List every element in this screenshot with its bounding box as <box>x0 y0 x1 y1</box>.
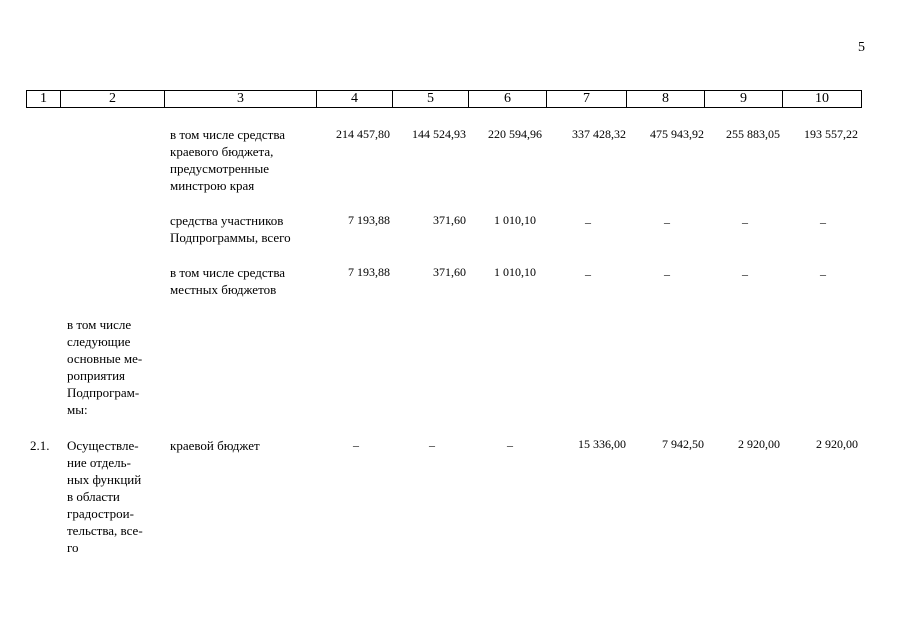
row-2-value-col8: – <box>664 215 670 229</box>
text-line: мы: <box>67 402 88 417</box>
row-2-value-col6: 1 010,10 <box>494 213 536 227</box>
text-line: тельства, все- <box>67 523 143 538</box>
text-line: в том числе средства <box>170 127 286 142</box>
text-line: краевого бюджета, <box>170 144 274 159</box>
row-5-item-number: 2.1. <box>30 438 50 453</box>
header-col-10: 10 <box>815 91 829 106</box>
row-2-value-col5: 371,60 <box>433 213 466 227</box>
row-3-value-col4: 7 193,88 <box>348 265 390 279</box>
row-1-value-col8: 475 943,92 <box>650 127 704 141</box>
row-5-activity-name <box>67 437 159 556</box>
header-col-2: 2 <box>61 91 165 107</box>
text-line: следующие <box>67 334 131 349</box>
text-line: роприятия <box>67 368 126 383</box>
row-5-value-col9: 2 920,00 <box>738 437 780 451</box>
text-line: минстрою края <box>170 178 255 193</box>
row-5-value-col5: – <box>429 438 435 452</box>
text-line: предусмотренные <box>170 161 270 176</box>
row-2-value-col7: – <box>585 215 591 229</box>
text-line: градострои- <box>67 506 134 521</box>
text-line: основные ме- <box>67 351 143 366</box>
row-1-value-col5: 144 524,93 <box>412 127 466 141</box>
text-line: местных бюджетов <box>170 282 277 297</box>
header-col-4: 4 <box>317 91 393 107</box>
text-line: в том числе <box>67 317 132 332</box>
row-3-value-col9: – <box>742 267 748 281</box>
row-5-value-col8: 7 942,50 <box>662 437 704 451</box>
row-3-funding-source <box>170 264 313 298</box>
row-5-value-col4: – <box>353 438 359 452</box>
page-number: 5 <box>858 40 865 55</box>
header-col-9: 9 <box>705 91 783 107</box>
row-3-value-col5: 371,60 <box>433 265 466 279</box>
text-line: Осуществле- <box>67 438 139 453</box>
row-1-value-col4: 214 457,80 <box>336 127 390 141</box>
row-1-value-col10: 193 557,22 <box>804 127 858 141</box>
text-line: ние отдель- <box>67 455 131 470</box>
text-line: ных функций <box>67 472 142 487</box>
header-col-6: 6 <box>469 91 547 107</box>
table-header-row <box>26 90 862 108</box>
row-3-value-col10: – <box>820 267 826 281</box>
row-2-funding-source <box>170 212 313 246</box>
row-5-funding-source: краевой бюджет <box>170 438 260 453</box>
row-1-value-col7: 337 428,32 <box>572 127 626 141</box>
row-2-value-col10: – <box>820 215 826 229</box>
text-line: в области <box>67 489 120 504</box>
row-3-value-col6: 1 010,10 <box>494 265 536 279</box>
text-line: го <box>67 540 79 555</box>
row-5-value-col7: 15 336,00 <box>578 437 626 451</box>
header-col-8: 8 <box>627 91 705 107</box>
row-2-value-col4: 7 193,88 <box>348 213 390 227</box>
row-3-value-col8: – <box>664 267 670 281</box>
row-5-value-col10: 2 920,00 <box>816 437 858 451</box>
header-col-1: 1 <box>27 91 61 107</box>
text-line: в том числе средства <box>170 265 286 280</box>
row-2-value-col9: – <box>742 215 748 229</box>
text-line: Подпрограммы, всего <box>170 230 291 245</box>
header-col-5: 5 <box>393 91 469 107</box>
row-4-section-heading <box>67 316 159 418</box>
text-line: Подпрограм- <box>67 385 140 400</box>
row-5-value-col6: – <box>507 438 513 452</box>
header-col-3: 3 <box>165 91 317 107</box>
text-line: средства участников <box>170 213 284 228</box>
header-col-7: 7 <box>547 91 627 107</box>
row-1-value-col6: 220 594,96 <box>488 127 542 141</box>
row-1-funding-source <box>170 126 313 194</box>
row-1-value-col9: 255 883,05 <box>726 127 780 141</box>
row-3-value-col7: – <box>585 267 591 281</box>
